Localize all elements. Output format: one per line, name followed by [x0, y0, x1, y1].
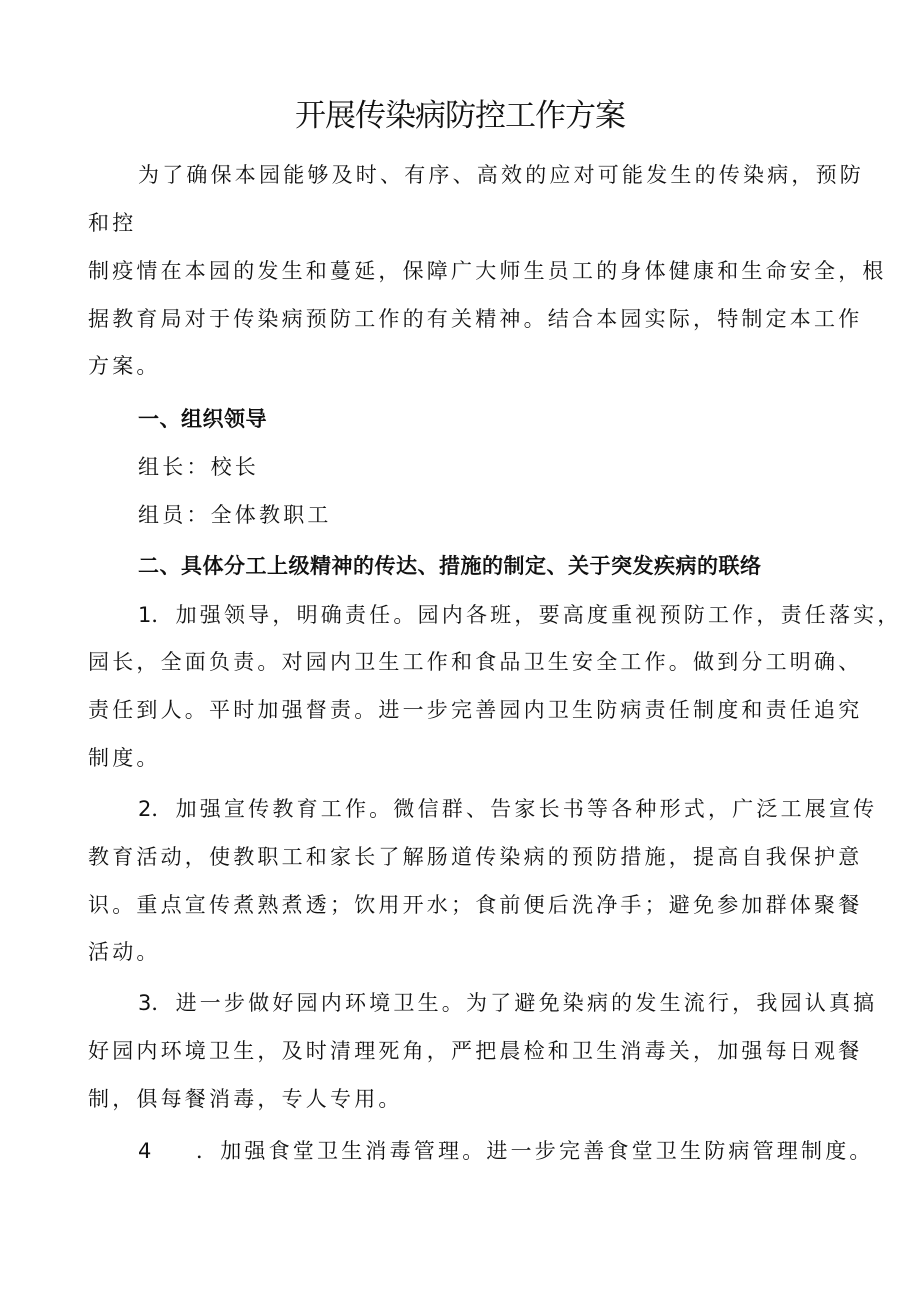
item-1-first-line [138, 600, 902, 630]
group-members: 组员：全体教职工 [138, 503, 332, 527]
intro-line-1: 为了确保本园能够及时、有序、高效的应对可能发生的传染病，预防 [138, 163, 864, 187]
item-1-line-3: 责任到人。平时加强督责。进一步完善园内卫生防病责任制度和责任追究 [88, 698, 863, 722]
document-title: 开展传染病防控工作方案 [295, 98, 625, 134]
intro-line-5: 方案。 [88, 354, 161, 378]
item-2-first-line [138, 794, 877, 824]
group-leader: 组长：校长 [138, 455, 259, 479]
item-1-line-4: 制度。 [88, 746, 161, 770]
item-number: 1 [138, 603, 152, 627]
intro-line-3: 制疫情在本园的发生和蔓延，保障广大师生员工的身体健康和生命安全，根 [88, 259, 887, 283]
item-4-first-line [138, 1136, 874, 1166]
item-text: ．加强领导，明确责任。园内各班，要高度重视预防工作，责任落实， [151, 603, 902, 627]
item-number: 3 [138, 991, 152, 1015]
item-number: 4 [138, 1139, 152, 1163]
item-2-line-3: 识。重点宣传煮熟煮透；饮用开水；食前便后洗净手；避免参加群体聚餐 [88, 893, 863, 917]
item-1-line-2: 园长，全面负责。对园内卫生工作和食品卫生安全工作。做到分工明确、 [88, 650, 863, 674]
item-text: ．进一步做好园内环境卫生。为了避免染病的发生流行，我园认真搞 [151, 991, 878, 1015]
item-number: 2 [138, 797, 152, 821]
item-2-line-4: 活动。 [88, 940, 161, 964]
section-heading-division: 二、具体分工上级精神的传达、措施的制定、关于突发疾病的联络 [138, 554, 762, 578]
intro-line-4: 据教育局对于传染病预防工作的有关精神。结合本园实际，特制定本工作 [88, 307, 863, 331]
section-heading-organization: 一、组织领导 [138, 407, 267, 431]
item-2-line-2: 教育活动，使教职工和家长了解肠道传染病的预防措施，提高自我保护意 [88, 845, 863, 869]
item-text: ．加强食堂卫生消毒管理。进一步完善食堂卫生防病管理制度。 [196, 1139, 874, 1163]
item-3-first-line [138, 988, 877, 1018]
item-3-line-2: 好园内环境卫生，及时清理死角，严把晨检和卫生消毒关，加强每日观餐 [88, 1039, 863, 1063]
item-3-line-3: 制，俱每餐消毒，专人专用。 [88, 1087, 403, 1111]
item-text: ．加强宣传教育工作。微信群、告家长书等各种形式，广泛工展宣传 [151, 797, 878, 821]
intro-line-2: 和控 [88, 211, 137, 235]
